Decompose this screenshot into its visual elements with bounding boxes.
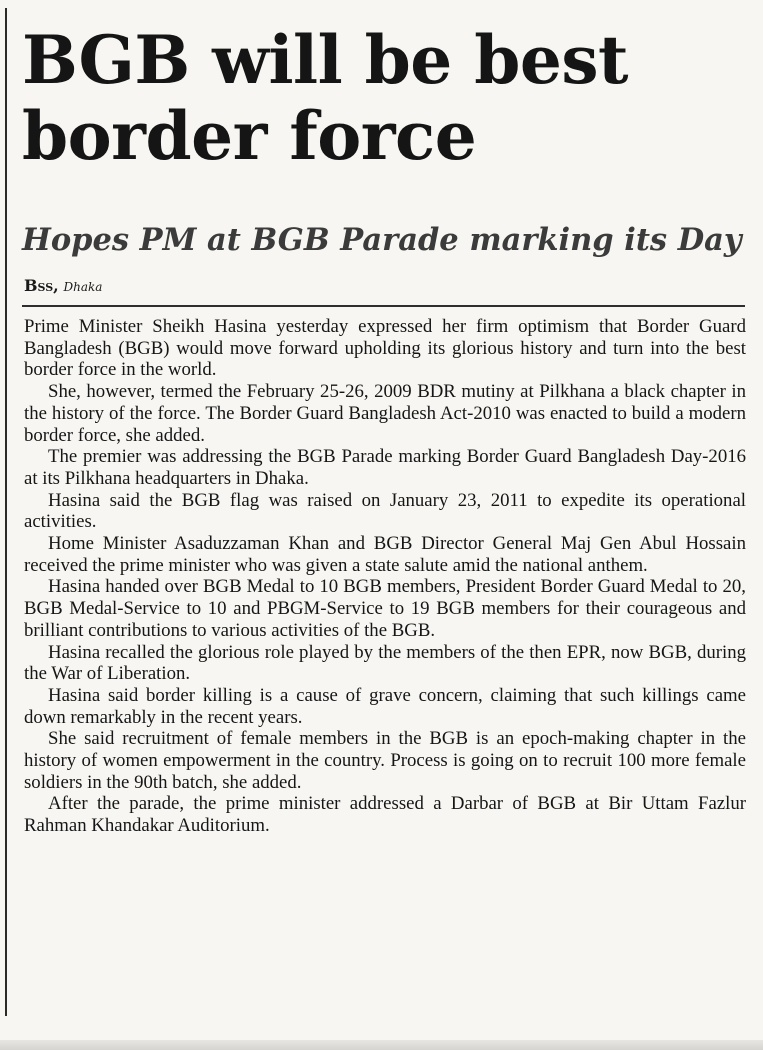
byline (24, 276, 102, 297)
subheadline: Hopes PM at BGB Parade marking its Day (22, 222, 742, 258)
paragraph: Prime Minister Sheikh Hasina yesterday expressed her firm optimism that Border Guard Bangladesh (BGB) would move forward upholding its glorious history and turn into the best border force in the world. (24, 316, 746, 381)
byline-agency: Bss, (24, 276, 59, 295)
article-body (24, 316, 746, 837)
paragraph: She, however, termed the February 25-26, 2009 BDR mutiny at Pilkhana a black chapter in the history of the force. The Border Guard Bangladesh Act-2010 was enacted to build a modern border force, she added. (24, 381, 746, 446)
paragraph: Home Minister Asaduzzaman Khan and BGB Director General Maj Gen Abul Hossain received the prime minister who was given a state salute amid the national anthem. (24, 533, 746, 576)
paragraph: After the parade, the prime minister addressed a Darbar of BGB at Bir Uttam Fazlur Rahman Khandakar Auditorium. (24, 793, 746, 837)
paragraph: Hasina recalled the glorious role played by the members of the then EPR, now BGB, during the War of Liberation. (24, 641, 746, 685)
paragraph: She said recruitment of female members in the BGB is an epoch-making chapter in the history of women empowerment in the country. Process is going on to recruit 100 more female soldiers in the 90th batch, she added. (24, 728, 746, 793)
paragraph: Hasina said the BGB flag was raised on January 23, 2011 to expedite its operational activities. (24, 489, 746, 533)
paragraph: The premier was addressing the BGB Parade marking Border Guard Bangladesh Day-2016 at its Pilkhana headquarters in Dhaka. (24, 446, 746, 489)
column-divider-left (5, 8, 7, 1016)
paragraph: Hasina said border killing is a cause of grave concern, claiming that such killings came down remarkably in the recent years. (24, 684, 746, 728)
page-bottom-edge (0, 1040, 763, 1050)
byline-rule (22, 305, 745, 307)
headline: BGB will be best border force (22, 21, 629, 175)
paragraph: Hasina handed over BGB Medal to 10 BGB members, President Border Guard Medal to 20, BGB Medal-Service to 10 and PBGM-Service to 19 BGB members for their courageous and brilliant contributions to various activities of the BGB. (24, 576, 746, 641)
byline-city: Dhaka (63, 280, 103, 294)
